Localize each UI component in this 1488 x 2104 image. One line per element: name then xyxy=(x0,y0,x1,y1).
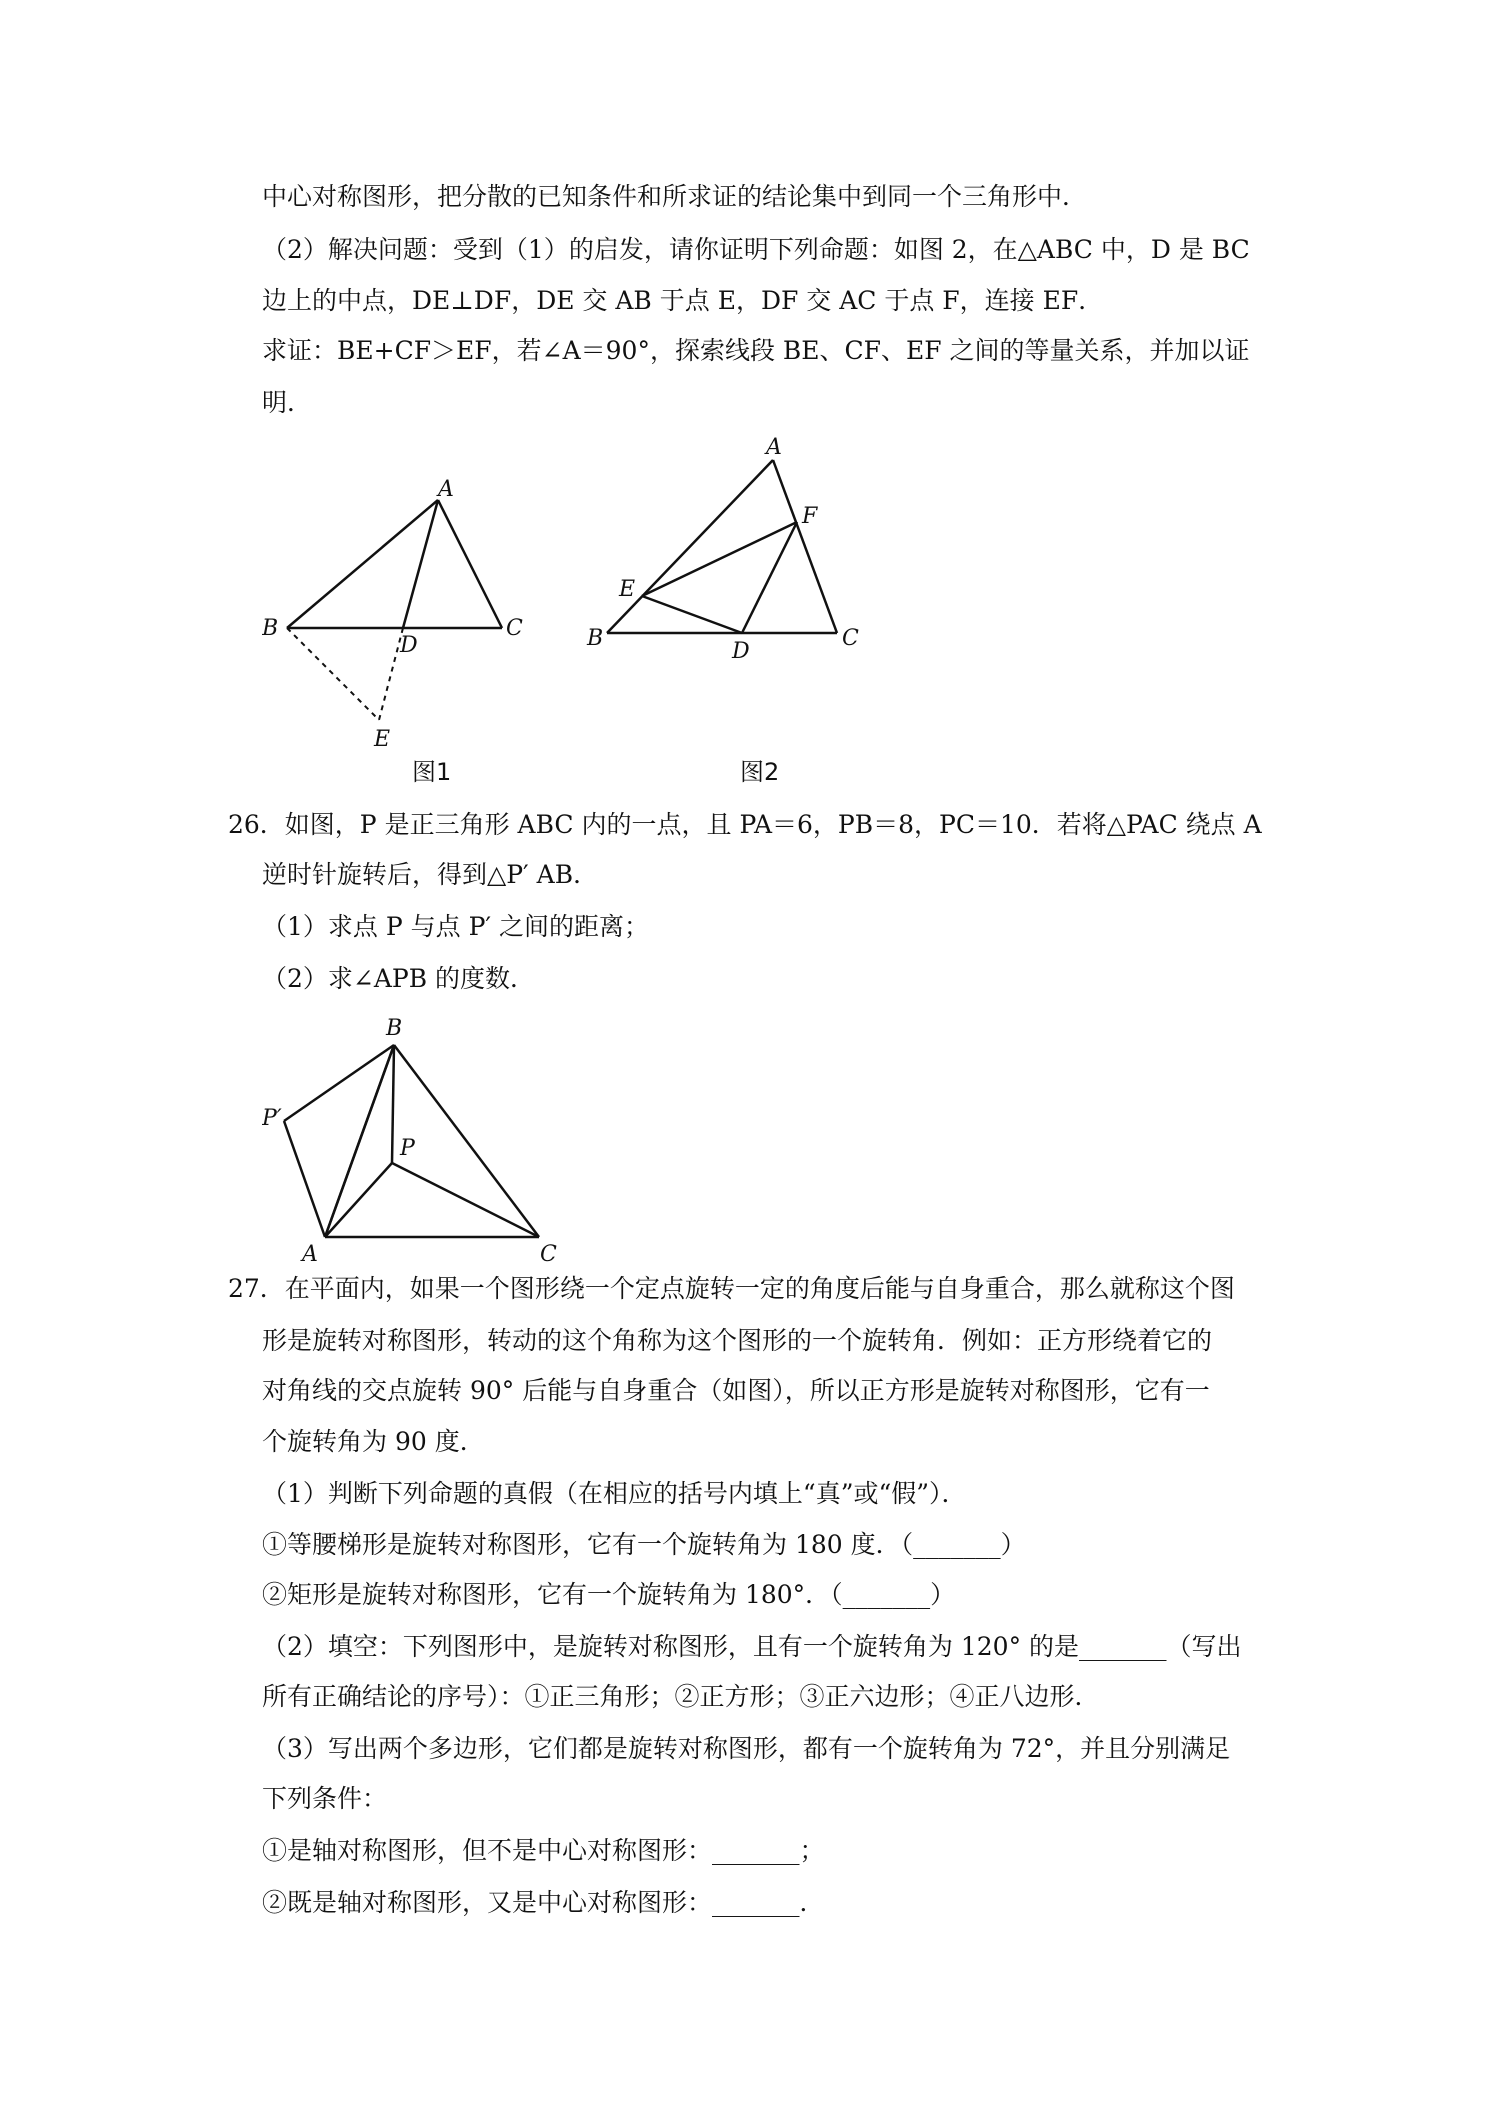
q26-sub2: （2）求∠APB 的度数． xyxy=(262,964,536,993)
q26-figure xyxy=(262,1005,562,1265)
q27-sub2-line2: 所有正确结论的序号）：①正三角形；②正方形；③正六边形；④正八边形． xyxy=(262,1682,1100,1711)
q27-line1: 27．在平面内，如果一个图形绕一个定点旋转一定的角度后能与自身重合，那么就称这个图 xyxy=(228,1274,1235,1303)
q25-proof-line1: 求证：BE+CF＞EF，若∠A＝90°，探索线段 BE、CF、EF 之间的等量关系，并加以证 xyxy=(262,336,1250,365)
q27-line2: 形是旋转对称图形，转动的这个角称为这个图形的一个旋转角．例如：正方形绕着它的 xyxy=(262,1326,1213,1355)
fig1-caption: 图1 xyxy=(412,758,452,786)
q26-label-b: B xyxy=(386,1016,403,1041)
q26-label-c: C xyxy=(540,1242,557,1265)
q27-sub3-line1: （3）写出两个多边形，它们都是旋转对称图形，都有一个旋转角为 72°，并且分别满足 xyxy=(262,1734,1231,1763)
fig2-label-f: F xyxy=(802,504,818,529)
q27-sub1: （1）判断下列命题的真假（在相应的括号内填上“真”或“假”）． xyxy=(262,1479,967,1508)
q27-line4: 个旋转角为 90 度． xyxy=(262,1427,485,1456)
fig2-label-e: E xyxy=(619,577,636,602)
q26-label-p: P xyxy=(400,1136,415,1161)
q27-sub3-item2: ②既是轴对称图形，又是中心对称图形：_______． xyxy=(262,1888,825,1917)
q27-sub3-item1: ①是轴对称图形，但不是中心对称图形：_______； xyxy=(262,1836,825,1865)
q26-sub1: （1）求点 P 与点 P′ 之间的距离； xyxy=(262,912,650,941)
q25-part2-line1: （2）解决问题：受到（1）的启发，请你证明下列命题：如图 2，在△ABC 中，D 是 BC xyxy=(262,235,1250,264)
fig1-label-b: B xyxy=(262,616,279,641)
q26-line2: 逆时针旋转后，得到△P′ AB． xyxy=(262,860,599,889)
fig2-caption: 图2 xyxy=(740,758,780,786)
q27-sub1-item1: ①等腰梯形是旋转对称图形，它有一个旋转角为 180 度．（_______） xyxy=(262,1530,1026,1559)
q27-sub2-line1: （2）填空：下列图形中，是旋转对称图形，且有一个旋转角为 120° 的是_______（写出 xyxy=(262,1632,1242,1661)
q27-line3: 对角线的交点旋转 90° 后能与自身重合（如图），所以正方形是旋转对称图形，它有一 xyxy=(262,1376,1210,1405)
fig2-label-c: C xyxy=(842,626,859,651)
q27-sub3-line2: 下列条件： xyxy=(262,1784,388,1813)
fig2-label-d: D xyxy=(732,639,750,664)
fig1-label-d: D xyxy=(400,633,418,658)
q26-line1: 26．如图，P 是正三角形 ABC 内的一点，且 PA＝6，PB＝8，PC＝10．若将△PAC 绕点 A xyxy=(228,810,1262,839)
q26-label-a: A xyxy=(302,1242,318,1265)
q25-proof-line2: 明． xyxy=(262,388,313,417)
fig1-label-c: C xyxy=(506,616,523,641)
q25-figures xyxy=(262,430,862,790)
fig1-label-e: E xyxy=(374,727,391,752)
fig2-label-a: A xyxy=(766,435,782,460)
fig2-label-b: B xyxy=(587,626,604,651)
q25-continuation: 中心对称图形，把分散的已知条件和所求证的结论集中到同一个三角形中． xyxy=(262,182,1088,211)
q25-part2-line2: 边上的中点，DE⊥DF，DE 交 AB 于点 E，DF 交 AC 于点 F，连接 EF． xyxy=(262,286,1104,315)
q27-sub1-item2: ②矩形是旋转对称图形，它有一个旋转角为 180°．（_______） xyxy=(262,1580,956,1609)
fig1-label-a: A xyxy=(438,477,454,502)
q26-label-p-prime: P′ xyxy=(262,1106,282,1131)
